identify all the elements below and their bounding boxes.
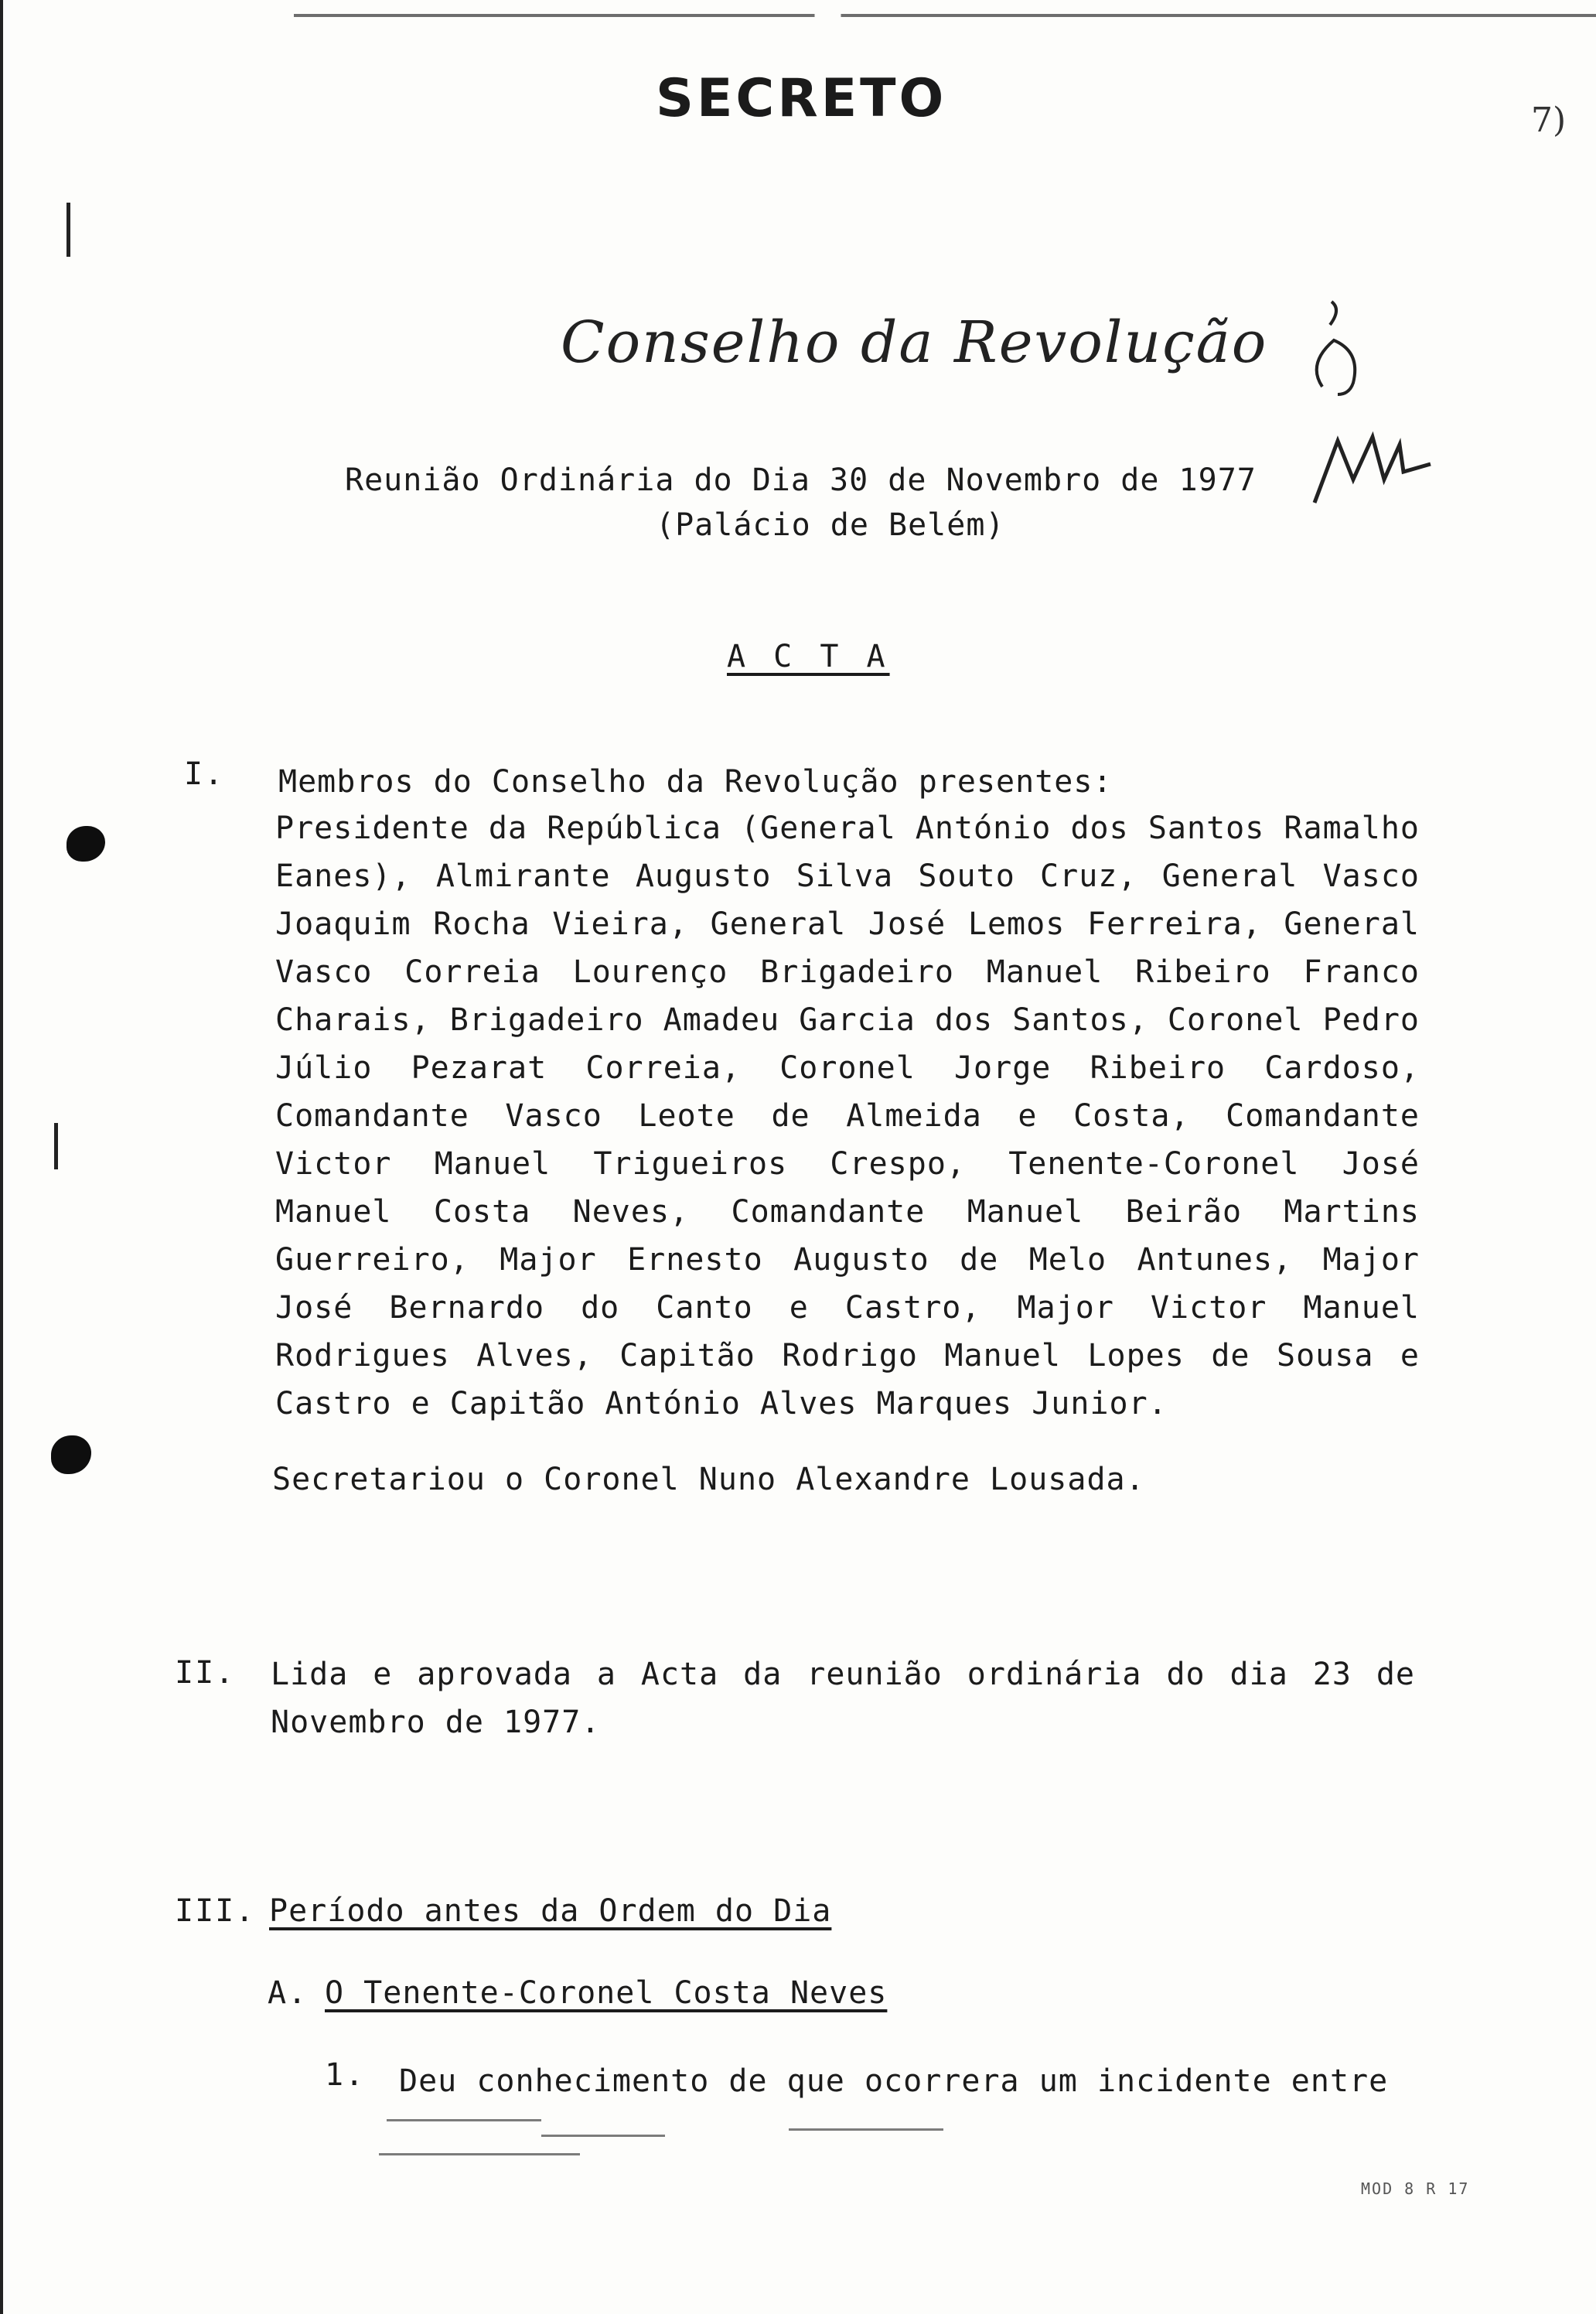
section-1-intro: Membros do Conselho da Revolução presentes: [278,764,1113,800]
section-1-number: I. [184,756,225,792]
margin-mark [66,203,70,257]
section-2-number: II. [175,1655,236,1691]
section-1-members: Presidente da República (General António dos Santos Ramalho Eanes), Almirante Augusto Silva Souto Cruz, General Vasco Joaquim Rocha Vieira, General José Lemos Ferreira, General Vasco Correia Lourenço Brigadeiro Manuel Ribeiro Franco Charais, Brigadeiro Amadeu Garcia dos Santos, Coronel Pedro Júlio Pezarat Correia, Coronel Jorge Ribeiro Cardoso, Comandante Vasco Leote de Almeida e Costa, Comandante Victor Manuel Trigueiros Crespo, Tenente-Coronel José Manuel Costa Neves, Comandante Manuel Beirão Martins Guerreiro, Major Ernesto Augusto de Melo Antunes, Major José Bernardo do Canto e Castro, Major Victor Manuel Rodrigues Alves, Capitão Rodrigo Manuel Lopes de Sousa e Castro e Capitão António Alves Marques Junior. [275,811,1420,1422]
meeting-line: Reunião Ordinária do Dia 30 de Novembro de 1977 [345,462,1257,498]
letterhead-title: Conselho da Revolução [561,309,1268,376]
meeting-place: (Palácio de Belém) [656,507,1005,543]
handwritten-initials [1299,278,1438,526]
section-3-number: III. [175,1893,256,1929]
classification-stamp: SECRETO [656,68,947,129]
item-1-text: Deu conhecimento de que ocorrera um incidente entre [399,2063,1389,2099]
punch-hole-blot [66,826,105,862]
form-code: MOD 8 R 17 [1361,2179,1470,2198]
page-mark: 7) [1531,101,1567,140]
margin-mark [54,1123,58,1169]
scan-smudge [789,2128,943,2131]
section-2-text: Lida e aprovada a Acta da reunião ordinária do dia 23 de Novembro de 1977. [271,1657,1415,1740]
punch-hole-blot [51,1435,91,1474]
scan-smudge [379,2153,580,2155]
document-heading: A C T A [727,639,890,674]
section-3-title: Período antes da Ordem do Dia [269,1893,832,1929]
scan-left-edge [0,0,3,2314]
subsection-a-title: O Tenente-Coronel Costa Neves [325,1975,888,2011]
section-1-secretary: Secretariou o Coronel Nuno Alexandre Lousada. [272,1462,1145,1497]
item-1-number: 1. [325,2057,366,2093]
scan-top-border [294,14,1596,17]
scan-smudge [541,2135,665,2137]
scan-smudge [387,2119,541,2121]
subsection-a-letter: A. [268,1975,309,2011]
